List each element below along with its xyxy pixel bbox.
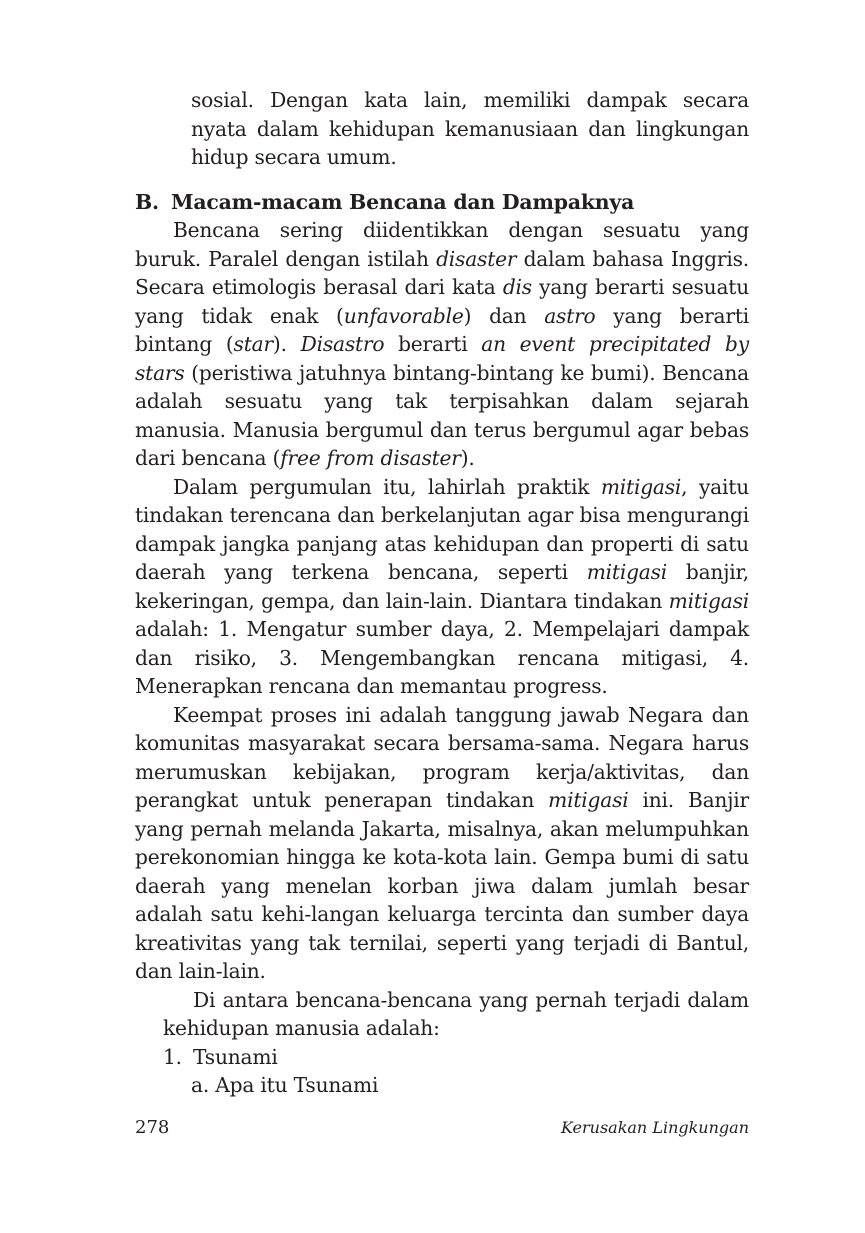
list-item-number: 1. <box>163 1044 182 1069</box>
list-intro: Di antara bencana-bencana yang pernah terjadi dalam kehidupan manusia adalah: <box>163 987 749 1040</box>
paragraph-responsibility: Keempat proses ini adalah tanggung jawab Negara dan komunitas masyarakat secara bersama-sama. Negara harus merumuskan kebijakan, program kerja/aktivitas, dan perangkat untuk penerapan tindakan mitigasi ini. Banjir yang pernah melanda Jakarta, misalnya, akan melumpuhkan perekonomian hingga ke kota-kota lain. Gempa bumi di satu daerah yang menelan korban jiwa dalam jumlah besar adalah satu kehi-langan keluarga tercinta dan sumber daya kreativitas yang tak ternilai, seperti yang terjadi di Bantul, dan lain-lain. <box>135 702 749 983</box>
section-heading <box>135 188 749 217</box>
page-number: 278 <box>135 1117 170 1138</box>
running-title: Kerusakan Lingkungan <box>561 1118 749 1137</box>
paragraph-etymology: Bencana sering diidentikkan dengan sesuatu yang buruk. Paralel dengan istilah disaster dalam bahasa Inggris. Secara etimologis berasal dari kata dis yang berarti sesuatu yang tidak enak (unfavorable) dan astro yang berarti bintang (star). Disastro berarti an event precipitated by stars (peristiwa jatuhnya bintang-bintang ke bumi). Bencana adalah sesuatu yang tak terpisahkan dalam sejarah manusia. Manusia bergumul dan terus bergumul agar bebas dari bencana (free from disaster). <box>135 218 749 470</box>
list-item <box>163 1043 749 1072</box>
section-letter: B. <box>135 189 159 214</box>
body-text <box>135 86 749 1100</box>
sub-list-item: a. Apa itu Tsunami <box>191 1073 379 1097</box>
list-item-label: Tsunami <box>193 1044 278 1069</box>
continuation-paragraph: sosial. Dengan kata lain, memiliki dampak secara nyata dalam kehidupan kemanusiaan dan lingkungan hidup secara umum. <box>191 88 749 169</box>
paragraph-mitigation: Dalam pergumulan itu, lahirlah praktik mitigasi, yaitu tindakan terencana dan berkelanjutan agar bisa mengurangi dampak jangka panjang atas kehidupan dan properti di satu daerah yang terkena bencana, seperti mitigasi banjir, kekeringan, gempa, dan lain-lain. Diantara tindakan mitigasi adalah: 1. Mengatur sumber daya, 2. Mempelajari dampak dan risiko, 3. Mengembangkan rencana mitigasi, 4. Menerapkan rencana dan memantau progress. <box>135 474 749 698</box>
section-title: Macam-macam Bencana dan Dampaknya <box>171 189 635 214</box>
